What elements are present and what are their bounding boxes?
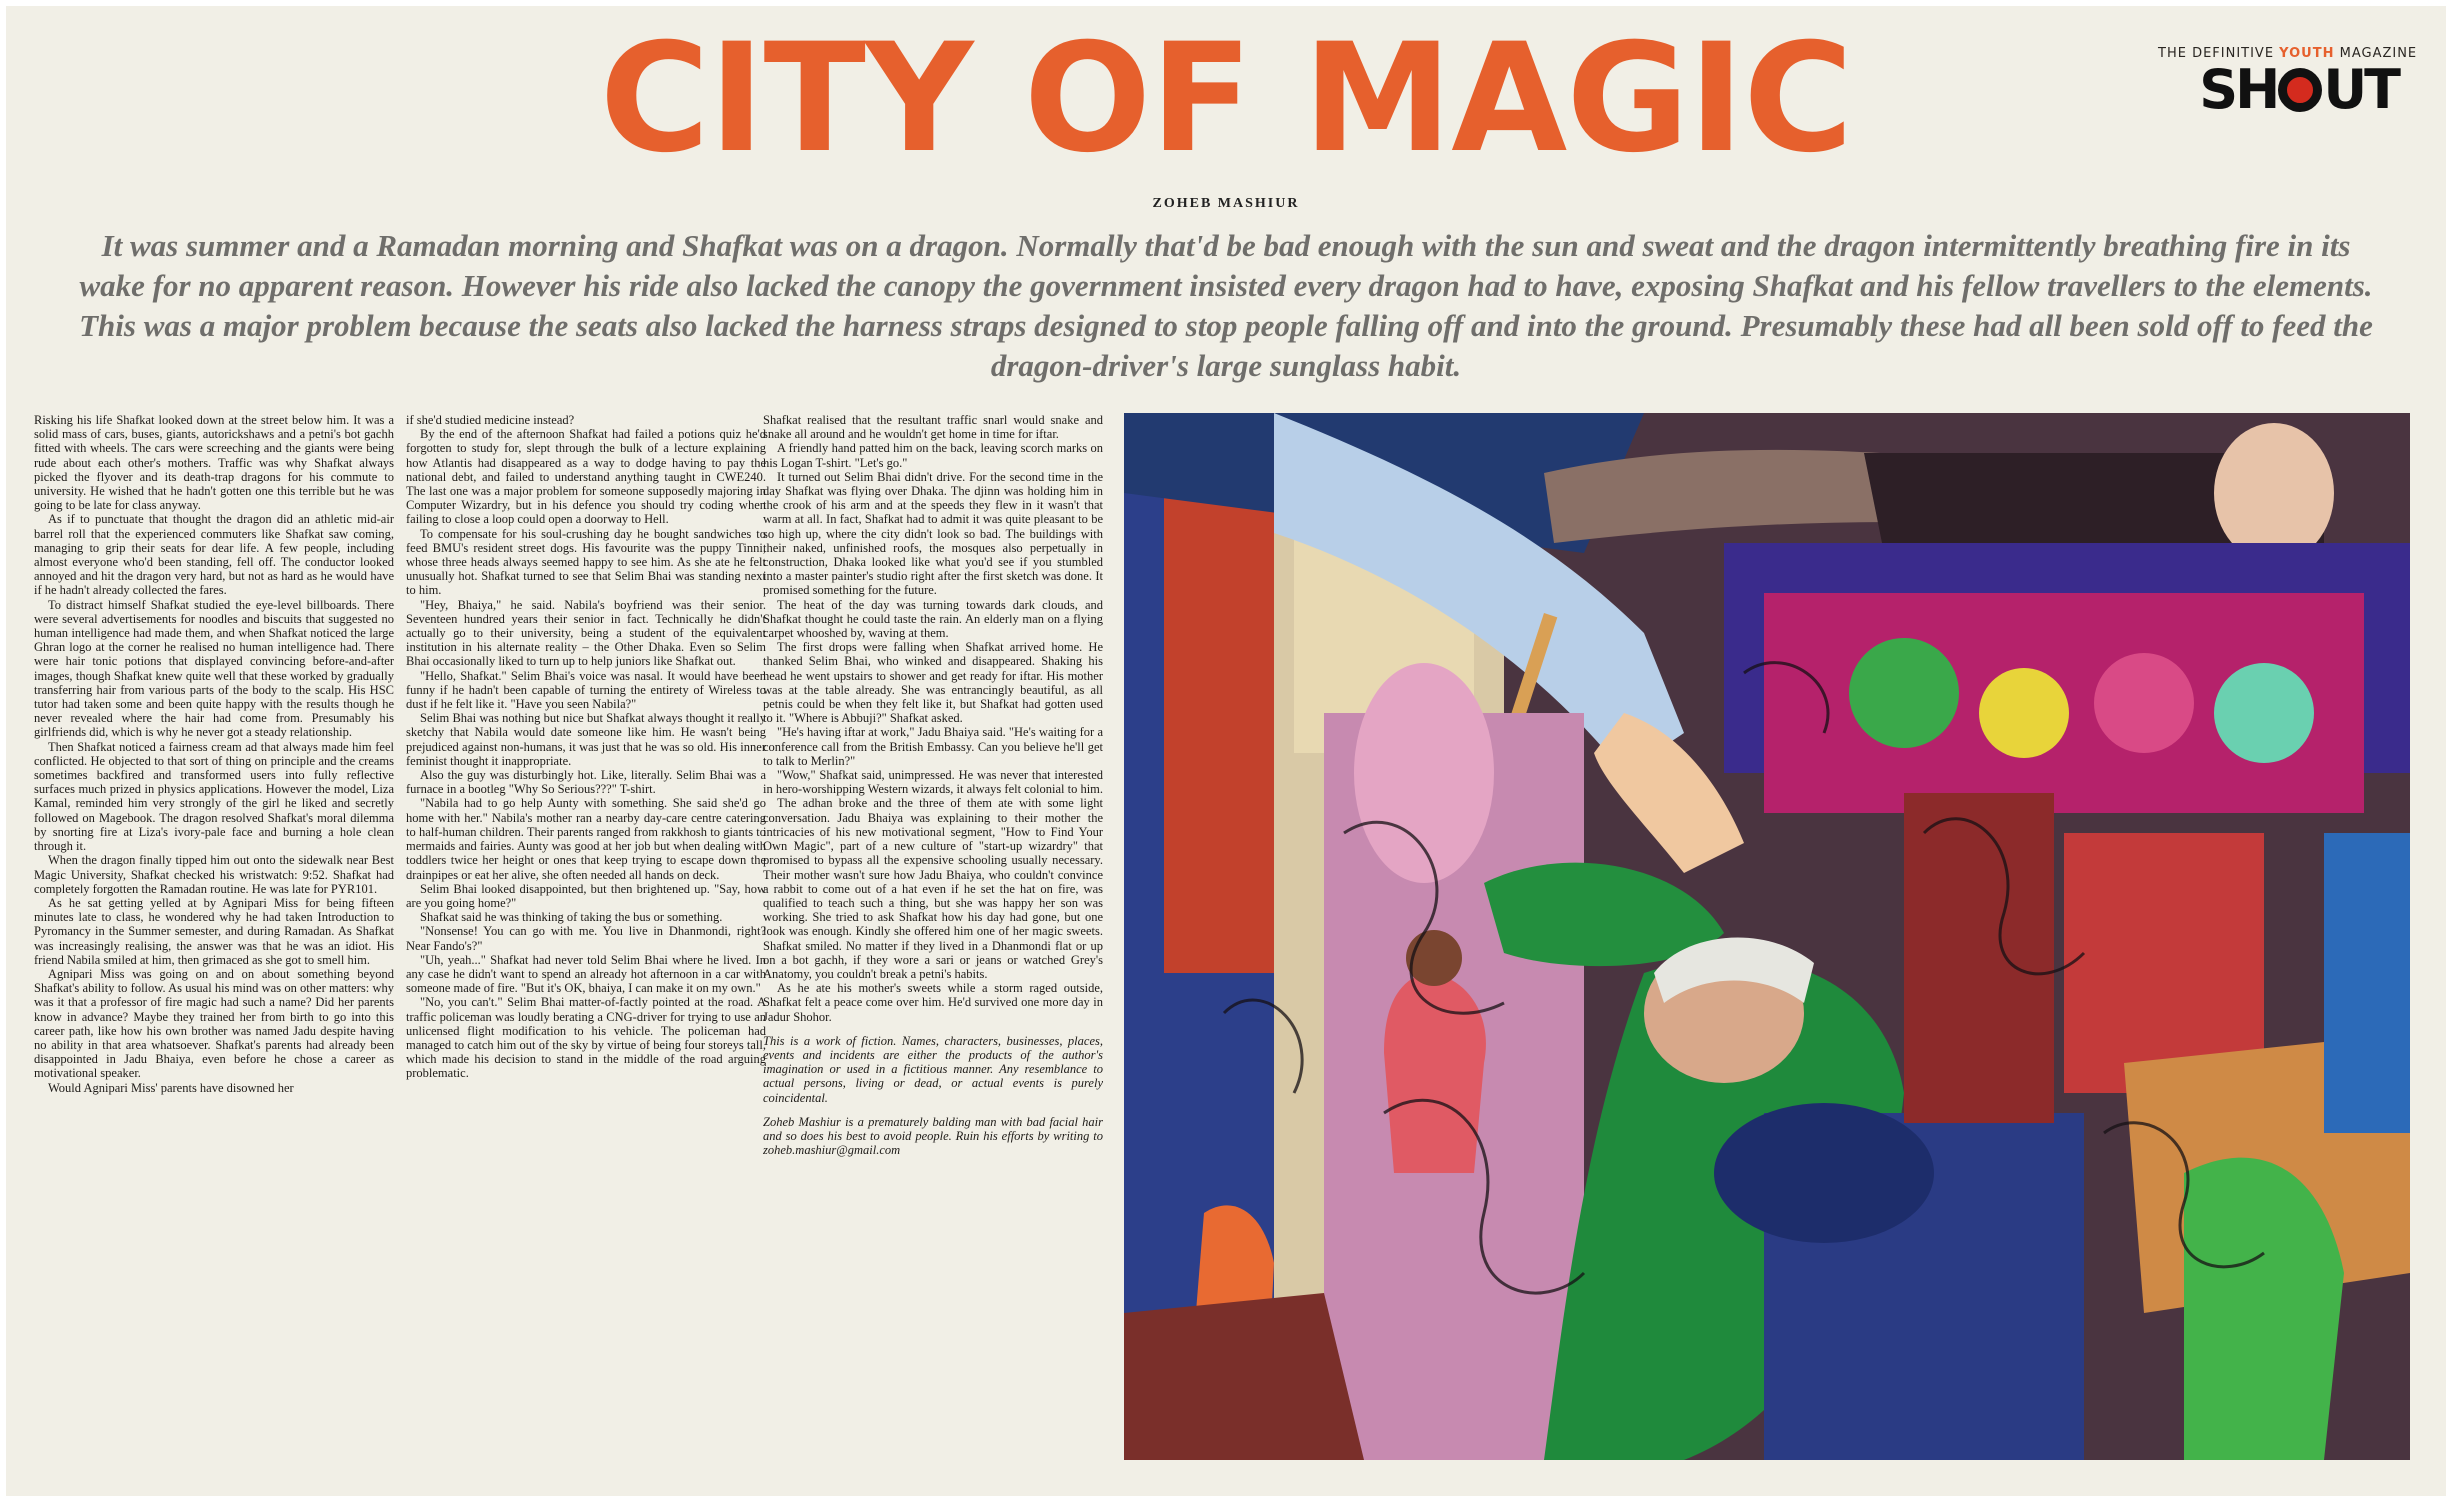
brand-block	[2158, 46, 2418, 121]
brand-logo	[2199, 58, 2398, 121]
paragraph: When the dragon finally tipped him out onto the sidewalk near Best Magic University, Shafkat checked his wristwatch: 9:52. Shafkat had completely forgotten the Ramadan routine. He was late for PYR101.	[34, 853, 394, 896]
paragraph: The first drops were falling when Shafkat arrived home. He thanked Selim Bhai, who winked and disappeared. Shaking his head he went upstairs to shower and get ready for iftar. His mother was at the table already. She was entrancingly beautiful, as all petnis could be when they felt like it, but Shafkat had gotten used to it. "Where is Abbuji?" Shafkat asked.	[763, 640, 1103, 726]
paragraph: "Wow," Shafkat said, unimpressed. He was never that interested in hero-worshipping Western wizards, it always felt colonial to him.	[763, 768, 1103, 797]
paragraph: A friendly hand patted him on the back, leaving scorch marks on his Logan T-shirt. "Let's go."	[763, 441, 1103, 470]
headline: CITY OF MAGIC	[599, 12, 1853, 186]
paragraph: The adhan broke and the three of them ate with some light conversation. Jadu Bhaiya was explaining to their mother the intricacies of his new motivational segment, "How to Find Your Own Magic", part of a new culture of "start-up wizardry" that promised to bypass all the expensive schooling usually necessary. Their mother wasn't sure how Jadu Bhaiya, who couldn't convince a rabbit to come out of a hat even if he set the hat on fire, was qualified to teach such a thing, but she was happy her son was working. She tried to ask Shafkat how his day had gone, but one look was enough. Kindly she offered him one of her magic sweets. Shafkat smiled. No matter if they lived in a Dhanmondi flat or up on a bot gachh, if they wore a sari or jeans or watched Grey's Anatomy, you couldn't break a petni's habits.	[763, 796, 1103, 981]
byline: ZOHEB MASHIUR	[1152, 196, 1300, 211]
paragraph: Shafkat said he was thinking of taking the bus or something.	[420, 910, 723, 925]
paragraph: "Nonsense! You can go with me. You live in Dhanmondi, right? Near Fando's?"	[406, 924, 766, 953]
article-column-3	[763, 413, 1103, 1488]
brand-logo-left: SH	[2199, 58, 2278, 121]
paragraph: Then Shafkat noticed a fairness cream ad that always made him feel conflicted. He objected to that sort of thing on principle and the creams sometimes backfired and transformed users into fully reflective surfaces much prized in physics applications. However the model, Liza Kamal, reminded him very strongly of the girl he liked and secretly followed on Magebook. The dragon resolved Shafkat's moral dilemma by snorting fire at Liza's ivory-pale face and burning a hole clean through it.	[34, 739, 394, 854]
brand-logo-right: UT	[2323, 58, 2398, 121]
brand-logo-o-icon	[2278, 68, 2322, 112]
paragraph: As he ate his mother's sweets while a storm raged outside, Shafkat felt a peace come over him. He'd survived one more day in Jadur Shohor.	[763, 981, 1103, 1024]
paragraph: To distract himself Shafkat studied the eye-level billboards. There were several advertisements for noodles and biscuits that suggested no human intelligence had made them, and when Shafkat noticed the large Ghran logo at the corner he realised no human intelligence had. There were hair tonic potions that displayed convincing before-and-after images, though Shafkat knew quite well that these worked by gradually transferring hair from various parts of the body to the scalp. His HSC tutor had taken some and been quite happy with the results though he never revealed where the hair had come from. Presumably his girlfriends did, which is why he never got a steady relationship.	[34, 597, 394, 740]
paragraph: "Uh, yeah..." Shafkat had never told Selim Bhai where he lived. In any case he didn't want to spend an already hot afternoon in a car with someone made of fire. "But it's OK, bhaiya, I can make it on my own."	[406, 952, 766, 996]
paragraph: Selim Bhai was nothing but nice but Shafkat always thought it really sketchy that Nabila would date someone like him. He wasn't being prejudiced against non-humans, it was just that he was so old. His inner feminist thought it inappropriate.	[406, 711, 766, 768]
paragraph: Shafkat realised that the resultant traffic snarl would snake and snake all around and he wouldn't get home in time for iftar.	[763, 413, 1103, 442]
intro-paragraph: It was summer and a Ramadan morning and Shafkat was on a dragon. Normally that'd be bad enough with the sun and sweat and the dragon intermittently breathing fire in its wake for no apparent reason. However his ride also lacked the canopy the government insisted every dragon had to have, exposing Shafkat and his fellow travellers to the elements. This was a major problem because the seats also lacked the harness straps designed to stop people falling off and into the ground. Presumably these had all been sold off to feed the dragon-driver's large sunglass habit.	[79, 228, 2373, 383]
brand-tagline-suffix: MAGAZINE	[2334, 46, 2418, 61]
paragraph: "He's having iftar at work," Jadu Bhaiya said. "He's waiting for a conference call from the British Embassy. Can you believe he'll get to talk to Merlin?"	[763, 725, 1103, 768]
paragraph: Also the guy was disturbingly hot. Like, literally. Selim Bhai was a furnace in a bootleg "Why So Serious???" T-shirt.	[406, 768, 766, 797]
illustration-painting	[1124, 413, 2410, 1460]
article-column-2	[406, 413, 766, 1488]
paragraph: As if to punctuate that thought the dragon did an athletic mid-air barrel roll that the experienced commuters like Shafkat saw coming, managing to grip their seats for dear life. A few people, including almost everyone who'd been standing, fell off. The conductor looked annoyed and hit the dragon very hard, but not as hard as he would have if he hadn't already collected the fares.	[34, 512, 394, 598]
brand-tagline-highlight: YOUTH	[2279, 46, 2335, 61]
paragraph: It turned out Selim Bhai didn't drive. For the second time in the day Shafkat was flying over Dhaka. The djinn was holding him in the crook of his arm and at the speeds they flew in it wasn't that warm at all. In fact, Shafkat had to admit it was quite pleasant to be so high up, where the city didn't look so bad. The buildings with their naked, unfinished roofs, the mosques also perpetually in construction, Dhaka looked like what you'd see if you stumbled into a master painter's studio right after the first sketch was done. It promised something for the future.	[763, 469, 1103, 598]
paragraph: "No, you can't." Selim Bhai matter-of-factly pointed at the road. A traffic policeman was loudly berating a CNG-driver for trying to use an unlicensed flight modification to his vehicle. The policeman had managed to catch him out of the sky by virtue of being four storeys tall, which made his decision to stand in the middle of the road arguing problematic.	[406, 995, 766, 1081]
article-column-1	[34, 413, 394, 1488]
brand-tagline-prefix: THE DEFINITIVE	[2158, 46, 2280, 61]
paragraph: if she'd studied medicine instead?	[406, 413, 575, 427]
paragraph: By the end of the afternoon Shafkat had failed a potions quiz he'd forgotten to study for, slept through the bulk of a lecture explaining how Atlantis had disappeared as a way to dodge having to pay the national debt, and failed to understand anything taught in CWE240. The last one was a major problem for someone supposedly majoring in Computer Wizardry, but in his defence you should try coding when failing to close a loop could open a doorway to Hell.	[406, 427, 766, 527]
paragraph: Selim Bhai looked disappointed, but then brightened up. "Say, how are you going home?"	[406, 881, 766, 910]
paragraph: Would Agnipari Miss' parents have disowned her	[48, 1080, 294, 1095]
paragraph: "Hey, Bhaiya," he said. Nabila's boyfriend was their senior. Seventeen hundred years their senior in fact. Technically he didn't actually go to their university, being a student of the equivalent institution in his alternate reality – the Other Dhaka. Even so Selim Bhai occasionally liked to turn up to help juniors like Shafkat out.	[406, 597, 766, 669]
paragraph: To compensate for his soul-crushing day he bought sandwiches to feed BMU's resident street dogs. His favourite was the puppy Tinni, whose three heads always seemed happy to see him. As she ate he felt unusually hot. Shafkat turned to see that Selim Bhai was standing next to him.	[406, 526, 766, 598]
paragraph: The heat of the day was turning towards dark clouds, and Shafkat thought he could taste the rain. An elderly man on a flying carpet whooshed by, waving at them.	[763, 597, 1103, 641]
story-illustration	[1124, 413, 2410, 1460]
paragraph: "Hello, Shafkat." Selim Bhai's voice was nasal. It would have been funny if he hadn't been capable of turning the entirety of Wireless to dust if he felt like it. "Have you seen Nabila?"	[406, 668, 766, 712]
paragraph: Risking his life Shafkat looked down at the street below him. It was a solid mass of cars, buses, giants, autorickshaws and a petni's bot gachh fitted with wheels. The cars were screeching and the giants were being rude about each other's mothers. Traffic was why Shafkat always picked the flyover and its death-trap dragons for his commute to university. He wished that he hadn't gotten one this terrible but he was going to be late for class anyway.	[34, 413, 394, 513]
newspaper-page	[6, 6, 2446, 1496]
paragraph: "Nabila had to go help Aunty with something. She said she'd go home with her." Nabila's mother ran a nearby day-care centre catering to half-human children. Their parents ranged from rakkhosh to giants to mermaids and fairies. Aunty was good at her job but when dealing with toddlers twice her height or ones that keep trying to escape down the drainpipes or eat her alive, she often needed all hands on deck.	[406, 796, 766, 882]
fiction-disclaimer: This is a work of fiction. Names, characters, businesses, places, events and incidents are either the products of the author's imagination or used in a fictitious manner. Any resemblance to actual persons, living or dead, or actual events is purely coincidental.	[763, 1033, 1103, 1105]
paragraph: As he sat getting yelled at by Agnipari Miss for being fifteen minutes late to class, he wondered why he had taken Introduction to Pyromancy in the Summer semester, and during Ramadan. As Shafkat was increasingly realising, the answer was that he was an idiot. His friend Nabila smiled at him, then grimaced as she got to smell him.	[34, 895, 394, 967]
author-bio: Zoheb Mashiur is a prematurely balding man with bad facial hair and so does his best to avoid people. Ruin his efforts by writing to zoheb.mashiur@gmail.com	[763, 1114, 1103, 1158]
paragraph: Agnipari Miss was going on and on about something beyond Shafkat's ability to follow. As usual his mind was on other matters: why was it that a professor of fire magic had such a name? Did her parents know in advance? Maybe they trained her from birth to go into this career path, like how his own brother was named Jadu despite having no ability in that area whatsoever. Shafkat's parents had already been disappointed in Jadu Bhaiya, even before he chose a career as motivational speaker.	[34, 966, 394, 1081]
